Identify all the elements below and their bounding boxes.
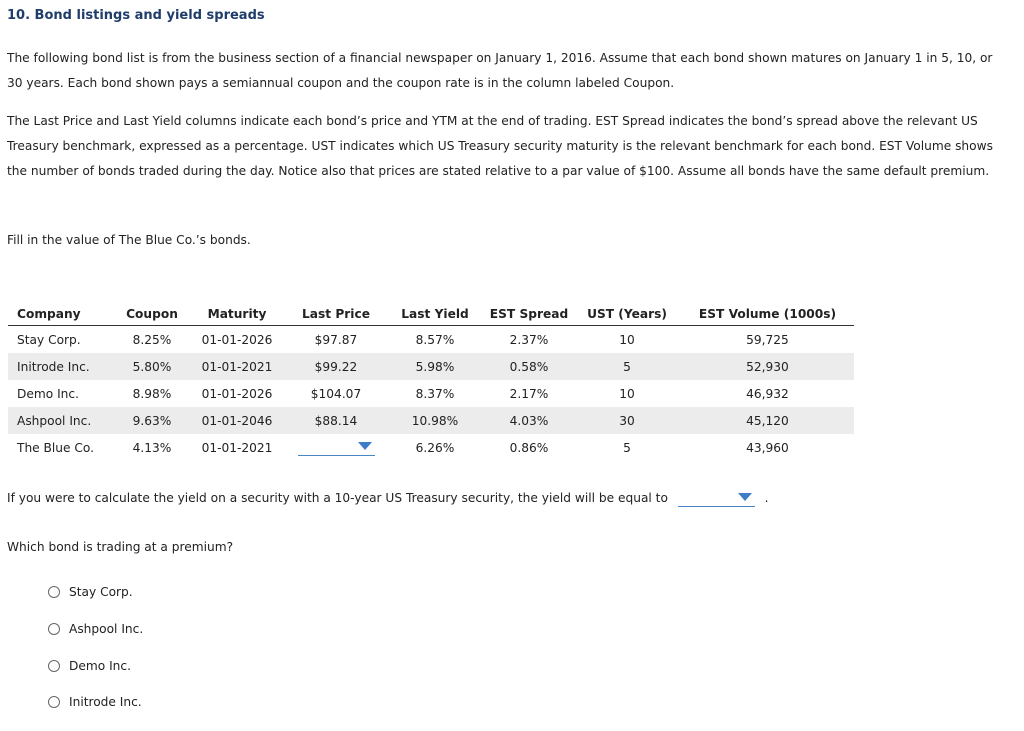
table-row <box>8 380 854 407</box>
table-row <box>8 326 854 354</box>
cell-ust-years: 30 <box>573 407 681 434</box>
cell-est-volume: 52,930 <box>681 353 854 380</box>
cell-company: Stay Corp. <box>17 332 81 347</box>
cell-est-volume: 45,120 <box>681 407 854 434</box>
premium-question: Which bond is trading at a premium? <box>7 540 234 554</box>
option-label: Initrode Inc. <box>69 695 142 709</box>
cell-coupon: 5.80% <box>117 353 187 380</box>
cell-last-price: $88.14 <box>287 407 385 434</box>
cell-coupon: 8.98% <box>132 386 172 401</box>
header-last-price: Last Price <box>287 302 385 326</box>
header-est-volume: EST Volume (1000s) <box>681 302 854 326</box>
cell-ust-years: 5 <box>623 440 631 455</box>
cell-maturity: 01-01-2021 <box>187 353 287 380</box>
yield-question <box>7 487 769 509</box>
table-row <box>8 434 854 461</box>
cell-last-yield: 8.37% <box>415 386 455 401</box>
option-ashpool-inc[interactable] <box>48 622 143 636</box>
blue-co-price-dropdown[interactable] <box>298 439 375 456</box>
cell-maturity: 01-01-2026 <box>201 386 273 401</box>
cell-coupon: 4.13% <box>132 440 172 455</box>
cell-est-volume: 43,960 <box>746 440 789 455</box>
table-row <box>8 407 854 434</box>
cell-last-yield: 5.98% <box>385 353 485 380</box>
header-maturity: Maturity <box>187 302 287 326</box>
intro-paragraph: The following bond list is from the business section of a financial newspaper on January 1, 2016. Assume that each bond shown matures on January 1 in 5, 10, or 30 years. Each bond shown pays a semiannual coupon and the coupon rate is in the column labeled Coupon. <box>7 51 993 90</box>
instruction-paragraph: Fill in the value of The Blue Co.’s bonds. <box>7 233 251 247</box>
cell-last-yield: 6.26% <box>415 440 455 455</box>
cell-est-volume: 46,932 <box>746 386 789 401</box>
bond-table <box>8 302 854 461</box>
cell-maturity: 01-01-2021 <box>201 440 273 455</box>
cell-maturity: 01-01-2046 <box>187 407 287 434</box>
option-initrode-inc[interactable] <box>48 695 142 709</box>
cell-company: Ashpool Inc. <box>8 407 117 434</box>
cell-maturity: 01-01-2026 <box>201 332 273 347</box>
header-company: Company <box>8 302 117 326</box>
header-last-yield: Last Yield <box>385 302 485 326</box>
radio-circle-icon[interactable] <box>48 660 60 672</box>
cell-ust-years: 10 <box>619 386 635 401</box>
option-label: Demo Inc. <box>69 659 131 673</box>
cell-last-price: $104.07 <box>310 386 362 401</box>
cell-company: The Blue Co. <box>17 440 95 455</box>
columns-paragraph: The Last Price and Last Yield columns indicate each bond’s price and YTM at the end of trading. EST Spread indicates the bond’s spread above the relevant US Treasury benchmark, expressed as a percentage. UST indicates which US Treasury security maturity is the relevant benchmark for each bond. EST Volume shows the number of bonds traded during the day. Notice also that prices are stated relative to a par value of $100. Assume all bonds have the same default premium. <box>7 114 993 178</box>
yield-dropdown[interactable] <box>678 490 755 507</box>
header-est-spread: EST Spread <box>485 302 573 326</box>
radio-circle-icon[interactable] <box>48 586 60 598</box>
caret-down-icon <box>358 442 372 450</box>
cell-company: Demo Inc. <box>17 386 79 401</box>
cell-ust-years: 5 <box>573 353 681 380</box>
cell-last-yield: 10.98% <box>385 407 485 434</box>
cell-last-price <box>287 434 385 461</box>
radio-circle-icon[interactable] <box>48 623 60 635</box>
cell-last-yield: 8.57% <box>415 332 455 347</box>
cell-company: Initrode Inc. <box>8 353 117 380</box>
cell-est-spread: 0.86% <box>509 440 549 455</box>
table-row <box>8 353 854 380</box>
cell-last-price: $99.22 <box>287 353 385 380</box>
question-title: 10. Bond listings and yield spreads <box>7 8 265 23</box>
caret-down-icon <box>738 493 752 501</box>
radio-circle-icon[interactable] <box>48 696 60 708</box>
yield-question-text: If you were to calculate the yield on a security with a 10-year US Treasury security, the yield will be equal to <box>7 491 668 505</box>
cell-coupon: 9.63% <box>117 407 187 434</box>
cell-ust-years: 10 <box>619 332 635 347</box>
cell-est-volume: 59,725 <box>746 332 789 347</box>
header-coupon: Coupon <box>117 302 187 326</box>
cell-est-spread: 0.58% <box>485 353 573 380</box>
option-label: Ashpool Inc. <box>69 622 144 636</box>
cell-coupon: 8.25% <box>132 332 172 347</box>
table-header-row <box>8 302 854 326</box>
cell-est-spread: 2.17% <box>509 386 549 401</box>
option-label: Stay Corp. <box>69 585 133 599</box>
yield-question-suffix: . <box>764 491 769 505</box>
cell-est-spread: 2.37% <box>509 332 549 347</box>
cell-est-spread: 4.03% <box>485 407 573 434</box>
option-demo-inc[interactable] <box>48 659 131 673</box>
cell-last-price: $97.87 <box>314 332 358 347</box>
option-stay-corp[interactable] <box>48 585 133 599</box>
header-ust-years: UST (Years) <box>573 302 681 326</box>
